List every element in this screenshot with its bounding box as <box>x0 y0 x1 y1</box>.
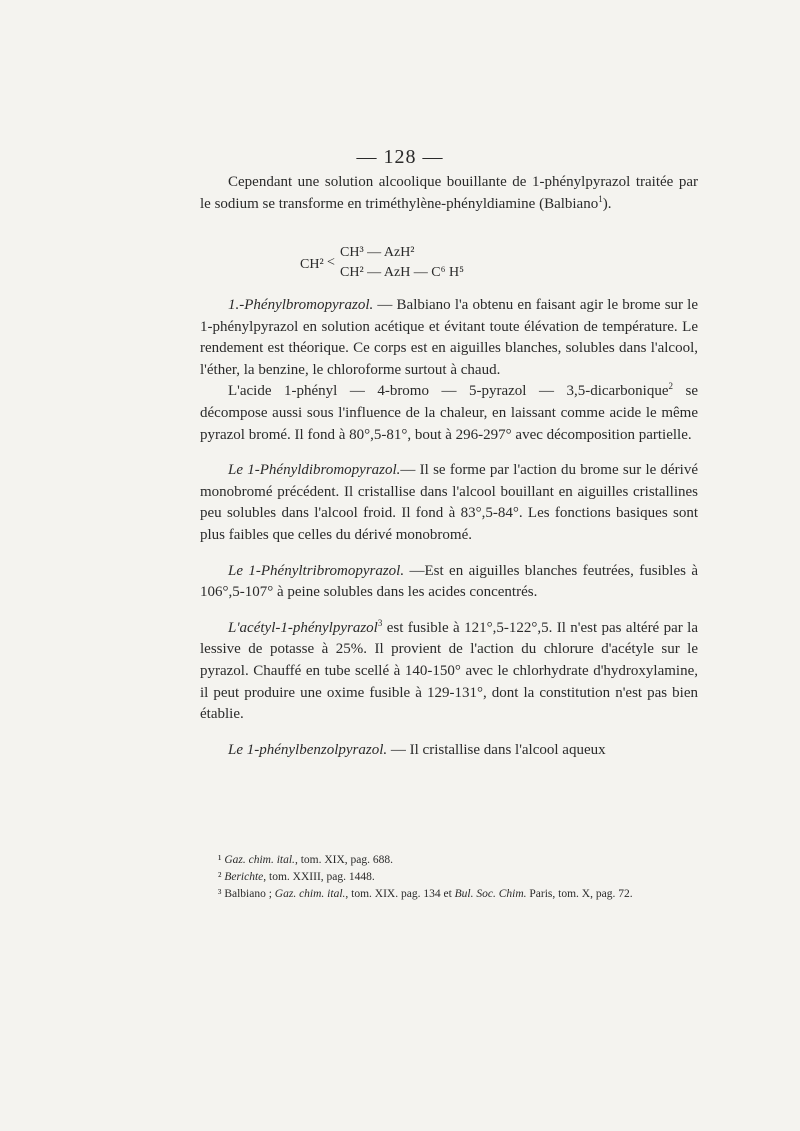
footnote-mark: ¹ <box>218 854 222 866</box>
intro-tail: ). <box>602 195 612 212</box>
footnote-text: , tom. XXIII, pag. 1448. <box>263 871 375 883</box>
footnote-ref-3: 3 <box>377 617 383 628</box>
paragraph-text-continued: se décompose aussi sous l'influence de la chaleur, en laissant comme acide le même pyrazol bromé. Il fond à 80°,5-81°, bout à 296-297° avec décomposition partielle. <box>200 383 698 443</box>
paragraph-text: — Il cristallise dans l'alcool aqueux <box>387 741 606 758</box>
page-number: — 128 — <box>356 146 444 168</box>
footnote-source: Gaz. chim. ital. <box>224 854 295 866</box>
footnote-ref-2: 2 <box>668 381 673 392</box>
footnote-source-2: Bul. Soc. Chim. <box>454 888 527 900</box>
paragraph-text: — Balbiano l'a obtenu en faisant agir le brome sur le 1-phénylpyrazol en solution acétique et évitant toute élévation de température. Le rendement est théorique. Ce corps est en aiguilles blanches, solubles dans l'alcool, l'éther, la benzine, le chloroforme surtout à chaud. <box>200 297 698 378</box>
footnote-mark: ² <box>218 871 222 883</box>
formula-bracket: < <box>327 255 335 270</box>
footnote-ref-1: 1 <box>598 193 603 204</box>
footnote-1 <box>200 852 698 869</box>
paragraph-phenylbromopyrazol <box>200 295 698 381</box>
paragraph-acide <box>200 381 698 446</box>
footnotes <box>200 852 698 903</box>
paragraph-title: Le 1-phénylbenzolpyrazol. <box>228 741 388 758</box>
paragraph-title: 1.-Phénylbromopyrazol. <box>228 297 374 313</box>
chemical-formula <box>300 245 600 287</box>
paragraph-title: Le 1-Phényldibromopyrazol. <box>228 462 401 479</box>
paragraph-tribromopyrazol <box>200 561 698 604</box>
formula-line-2: CH² — AzH — C⁶ H⁵ <box>340 265 465 280</box>
paragraph-title: L'acétyl-1-phénylpyrazol <box>228 619 378 636</box>
paragraph-acetyl <box>200 618 698 726</box>
paragraph-benzolpyrazol <box>200 740 698 762</box>
paragraph-title: Le 1-Phényltribromopyrazol. <box>228 562 405 579</box>
footnote-2 <box>200 869 698 886</box>
footnote-text: , tom. XIX, pag. 688. <box>294 854 393 866</box>
paragraph-text: — Il se forme par l'action du brome sur le dérivé monobromé précédent. Il cristallise dans l'alcool bouillant en aiguilles cristallines peu solubles dans l'alcool froid. Il fond à 83°,5-84°. Les fonctions basiques sont plus faibles que celles du dérivé monobromé. <box>200 462 698 543</box>
paragraph-text: est fusible à 121°,5-122°,5. Il n'est pas altéré par la lessive de potasse à 25%. Il provient de l'action du chlorure d'acétyle sur le pyrazol. Chauffé en tube scellé à 140-150° avec le chlorhydrate d'hydroxylamine, il peut produire une oxime fusible à 129-131°, dont la constitution n'est pas bien établie. <box>200 619 698 723</box>
intro-text: Cependant une solution alcoolique bouillante de 1-phénylpyrazol traitée par le sodium se transforme en triméthylène-phényldiamine (Balbiano <box>200 174 698 212</box>
intro-paragraph <box>200 172 698 215</box>
paragraph-dibromopyrazol <box>200 460 698 546</box>
formula-line-1: CH³ — AzH² <box>340 245 415 260</box>
footnote-mark: ³ <box>218 888 222 900</box>
footnote-author: Balbiano ; <box>224 888 275 900</box>
footnote-source: Gaz. chim. ital. <box>274 888 346 900</box>
formula-left: CH² <box>300 257 324 272</box>
footnote-3 <box>200 886 698 903</box>
footnote-text: , tom. XIX. pag. 134 et <box>345 888 455 900</box>
paragraph-text: —Est en aiguilles blanches feutrées, fusibles à 106°,5-107° à peine solubles dans les acides concentrés. <box>200 562 698 601</box>
footnote-text-2: Paris, tom. X, pag. 72. <box>526 888 633 900</box>
footnote-source: Berichte <box>224 871 264 883</box>
body-text <box>200 295 698 761</box>
paragraph-text: L'acide 1-phényl — 4-bromo — 5-pyrazol — 3,5-dicarbonique <box>228 383 669 400</box>
